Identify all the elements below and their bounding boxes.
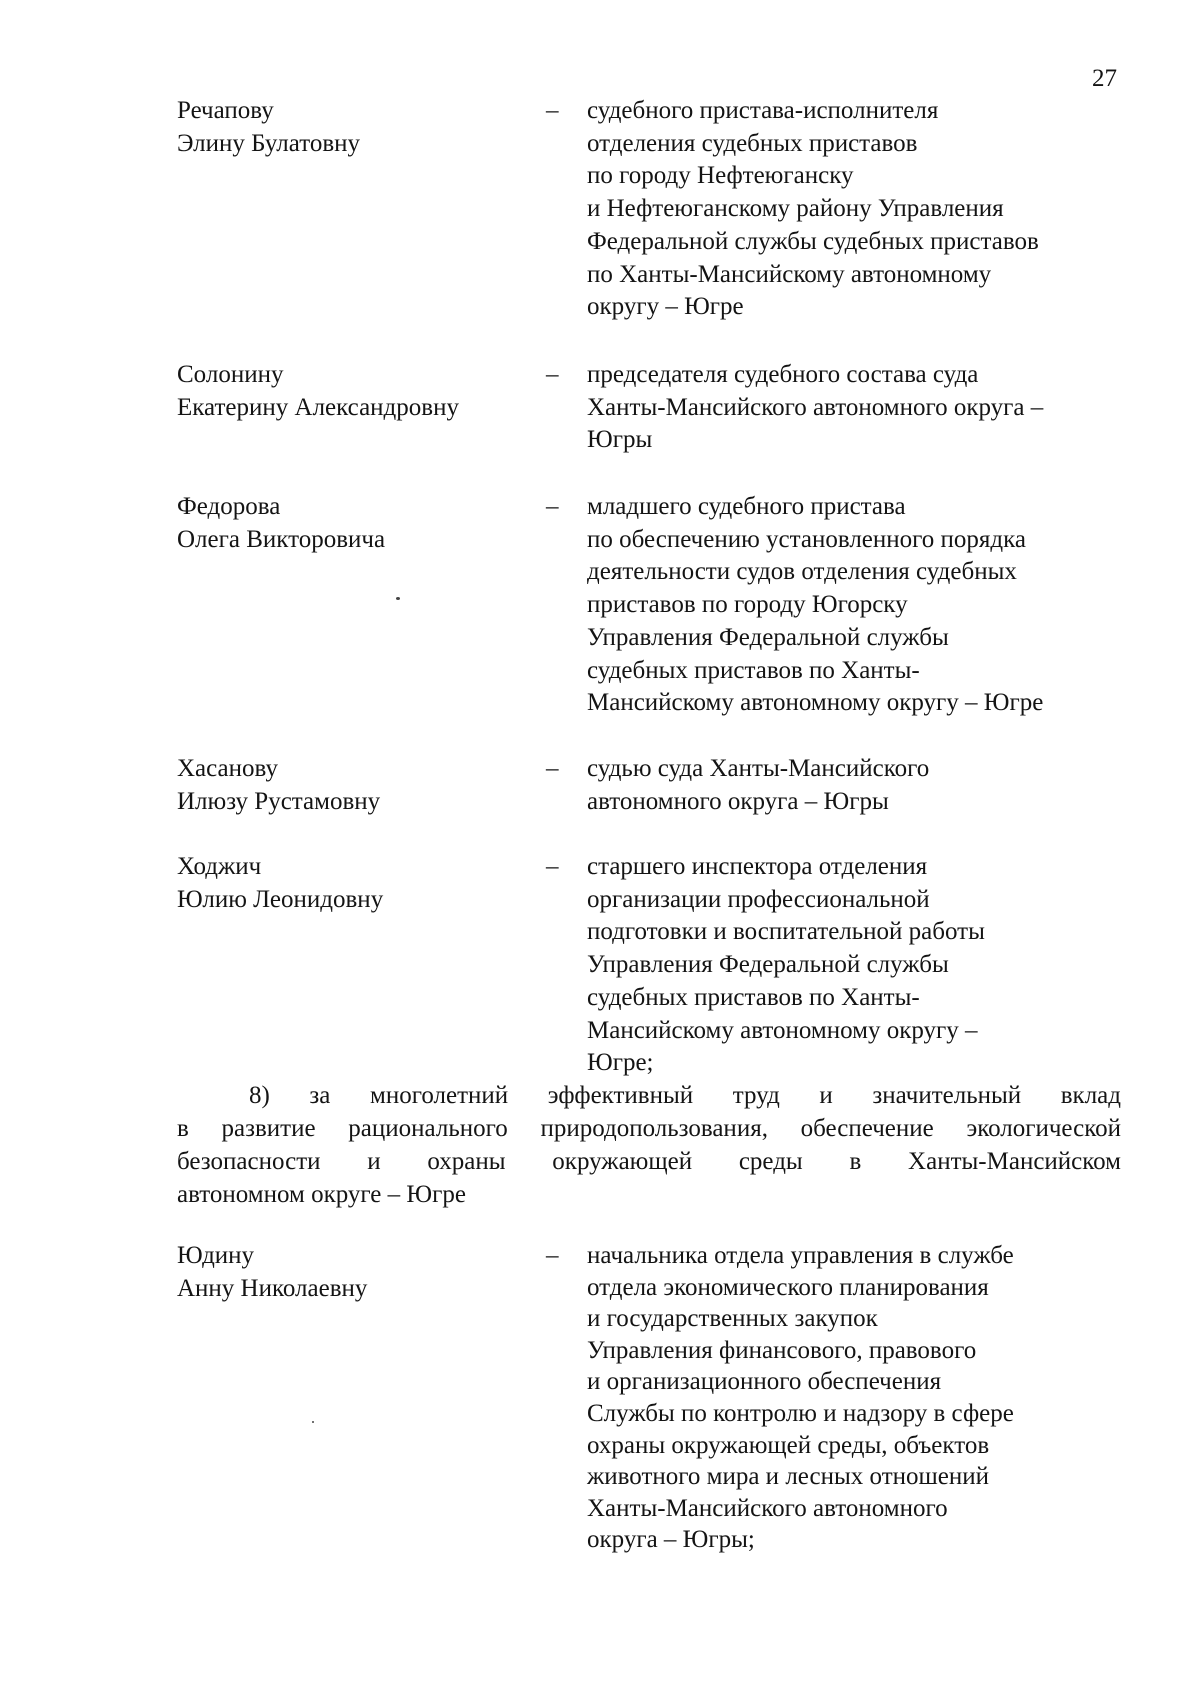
position-line: Мансийскому автономному округу – Югре xyxy=(587,689,1044,717)
surname: Ходжич xyxy=(177,853,262,880)
position-line: председателя судебного состава суда xyxy=(587,361,979,388)
position-line: судебного пристава-исполнителя xyxy=(587,97,939,124)
clause-line: безопасности и охраны окружающей среды в Ханты-Мансийском xyxy=(177,1148,1121,1175)
surname: Солонину xyxy=(177,361,284,388)
position-line: организации профессиональной xyxy=(587,885,930,913)
clause-line: 8) за многолетний эффективный труд и значительный вклад xyxy=(249,1082,1121,1109)
position-line: судебных приставов по Ханты- xyxy=(587,983,920,1011)
scan-speck xyxy=(312,1421,314,1423)
surname: Хасанову xyxy=(177,755,278,782)
position-line: и организационного обеспечения xyxy=(587,1368,942,1396)
surname: Юдину xyxy=(177,1242,255,1269)
position-line: старшего инспектора отделения xyxy=(587,853,928,880)
clause-line: в развитие рационального природопользования, обеспечение экологической xyxy=(177,1115,1121,1142)
given-names: Юлию Леонидовну xyxy=(177,885,384,913)
position-line: Югры xyxy=(587,426,653,454)
dash-separator: – xyxy=(546,493,559,520)
position-line: охраны окружающей среды, объектов xyxy=(587,1431,990,1459)
dash-separator: – xyxy=(546,853,559,880)
person-name xyxy=(177,95,547,160)
position-line: по Ханты-Мансийскому автономному xyxy=(587,260,992,288)
position-line: автономного округа – Югры xyxy=(587,787,889,815)
position-line: и Нефтеюганскому району Управления xyxy=(587,195,1004,223)
person-name xyxy=(177,1240,547,1305)
position-description xyxy=(587,95,1127,324)
position-line: отдела экономического планирования xyxy=(587,1273,989,1301)
position-line: отделения судебных приставов xyxy=(587,129,918,157)
person-name xyxy=(177,851,547,916)
position-line: Управления финансового, правового xyxy=(587,1336,977,1364)
position-line: судью суда Ханты-Мансийского xyxy=(587,755,930,782)
position-line: Ханты-Мансийского автономного округа – xyxy=(587,393,1044,421)
surname: Речапову xyxy=(177,97,274,124)
position-line: Югре; xyxy=(587,1049,654,1077)
page-number: 27 xyxy=(1092,65,1117,92)
person-name xyxy=(177,359,547,424)
clause-8-paragraph xyxy=(177,1079,1121,1211)
clause-line: автономном округе – Югре xyxy=(177,1181,466,1208)
given-names: Олега Викторовича xyxy=(177,525,386,553)
position-line: округа – Югры; xyxy=(587,1526,755,1554)
position-line: Управления Федеральной службы xyxy=(587,951,949,979)
position-description xyxy=(587,1240,1127,1556)
position-description xyxy=(587,359,1127,457)
given-names: Екатерину Александровну xyxy=(177,393,459,421)
given-names: Илюзу Рустамовну xyxy=(177,787,381,815)
person-name xyxy=(177,491,547,556)
given-names: Элину Булатовну xyxy=(177,129,360,157)
position-line: Ханты-Мансийского автономного xyxy=(587,1494,948,1522)
position-line: животного мира и лесных отношений xyxy=(587,1463,989,1491)
dash-separator: – xyxy=(546,97,559,124)
position-description xyxy=(587,753,1127,818)
person-name xyxy=(177,753,547,818)
given-names: Анну Николаевну xyxy=(177,1274,368,1302)
position-line: начальника отдела управления в службе xyxy=(587,1242,1014,1269)
position-line: по городу Нефтеюганску xyxy=(587,162,854,190)
surname: Федорова xyxy=(177,493,281,520)
position-line: деятельности судов отделения судебных xyxy=(587,558,1017,586)
position-line: Службы по контролю и надзору в сфере xyxy=(587,1399,1014,1427)
position-description xyxy=(587,851,1127,1080)
scan-speck xyxy=(396,597,400,600)
position-line: младшего судебного пристава xyxy=(587,493,906,520)
position-line: Управления Федеральной службы xyxy=(587,623,949,651)
dash-separator: – xyxy=(546,361,559,388)
position-line: подготовки и воспитательной работы xyxy=(587,918,985,946)
position-line: и государственных закупок xyxy=(587,1305,878,1333)
position-line: по обеспечению установленного порядка xyxy=(587,525,1026,553)
position-line: Мансийскому автономному округу – xyxy=(587,1016,978,1044)
dash-separator: – xyxy=(546,755,559,782)
position-line: судебных приставов по Ханты- xyxy=(587,656,920,684)
position-description xyxy=(587,491,1127,720)
position-line: округу – Югре xyxy=(587,293,744,321)
dash-separator: – xyxy=(546,1242,559,1269)
position-line: Федеральной службы судебных приставов xyxy=(587,227,1039,255)
position-line: приставов по городу Югорску xyxy=(587,591,908,619)
